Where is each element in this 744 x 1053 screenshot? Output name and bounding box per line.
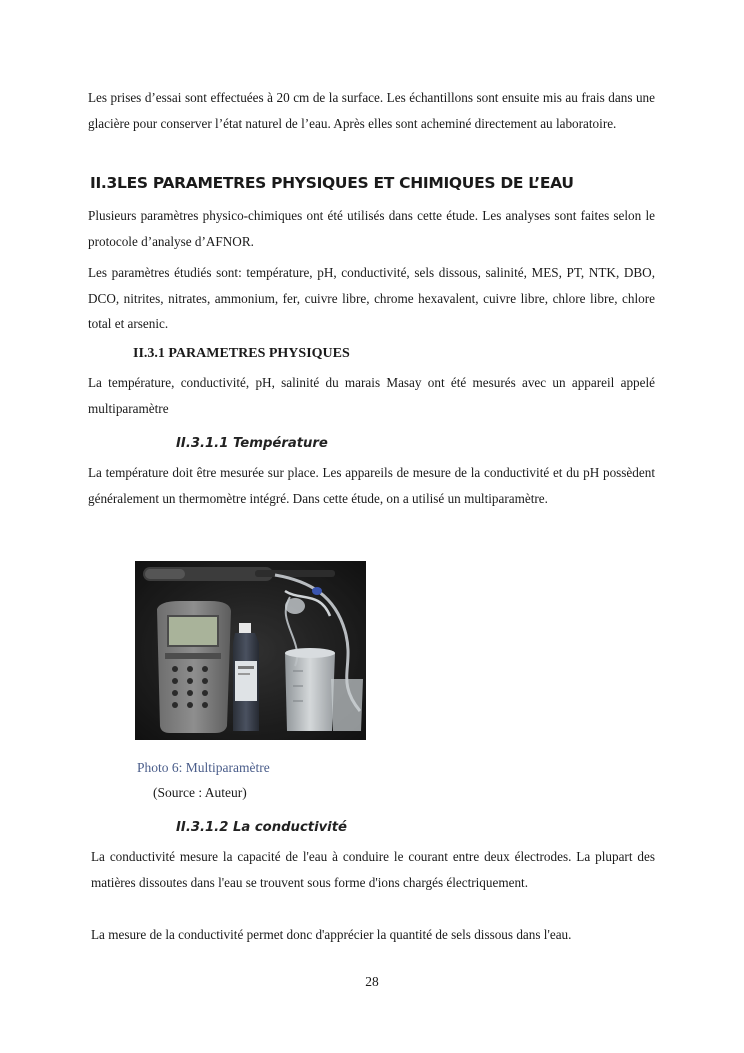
section-heading: II.3LES PARAMETRES PHYSIQUES ET CHIMIQUES DE L’EAU bbox=[90, 174, 574, 192]
conductivity-paragraph: La conductivité mesure la capacité de l'eau à conduire le courant entre deux électrodes. La plupart des matières dissoutes dans l'eau se trouvent sous forme d'ions chargés électriquement. bbox=[91, 849, 655, 890]
photo-caption: Photo 6: Multiparamètre bbox=[137, 760, 270, 775]
intro-paragraph: Les prises d’essai sont effectuées à 20 cm de la surface. Les échantillons sont ensuite mis au frais dans une glacière pour conserver l’état naturel de l’eau. Après elles sont acheminé directement au laboratoire. bbox=[88, 90, 655, 131]
conductivity-heading: II.3.1.2 La conductivité bbox=[176, 820, 347, 835]
photo-source: (Source : Auteur) bbox=[153, 785, 247, 800]
temperature-heading: II.3.1.1 Température bbox=[176, 436, 328, 451]
multiparameter-photo bbox=[135, 561, 366, 740]
subsection-heading: II.3.1 PARAMETRES PHYSIQUES bbox=[133, 346, 350, 361]
parameters-list-paragraph: Les paramètres étudiés sont: température, pH, conductivité, sels dissous, salinité, MES, PT, NTK, DBO, DCO, nitrites, nitrates, ammonium, fer, cuivre libre, chrome hexavalent, cuivre libre, chlore libre, chlore total et arsenic. bbox=[88, 265, 655, 331]
physical-parameters-paragraph: La température, conductivité, pH, salinité du marais Masay ont été mesurés avec un appareil appelé multiparamètre bbox=[88, 375, 655, 416]
temperature-paragraph: La température doit être mesurée sur place. Les appareils de mesure de la conductivité et du pH possèdent généralement un thermomètre intégré. Dans cette étude, on a utilisé un multiparamètre. bbox=[88, 465, 655, 506]
conductivity-summary-paragraph: La mesure de la conductivité permet donc d'apprécier la quantité de sels dissous dans l'eau. bbox=[91, 927, 572, 942]
parameters-intro-paragraph: Plusieurs paramètres physico-chimiques ont été utilisés dans cette étude. Les analyses sont faites selon le protocole d’analyse d’AFNOR. bbox=[88, 208, 655, 249]
page-number: 28 bbox=[365, 974, 379, 989]
